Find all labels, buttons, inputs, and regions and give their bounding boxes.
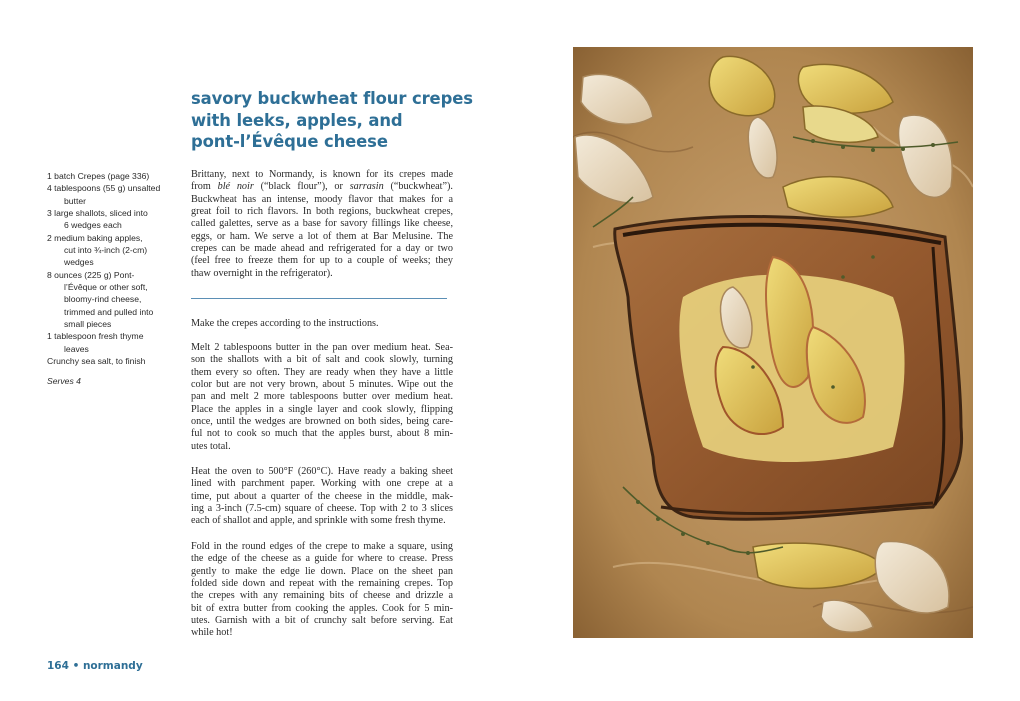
text-line: called galettes, serve as a base for savory fillings like cheese, [191, 218, 453, 230]
serves-note: Serves 4 [47, 376, 81, 386]
ingredient-line: 3 large shallots, sliced into [47, 208, 148, 219]
step-2-paragraph [191, 342, 453, 453]
text-line: Buckwheat has an intense, moody flavor that makes for a [191, 193, 453, 205]
text-line: ful not to cook so much that the apples burst, about 8 min- [191, 428, 453, 440]
text-line: Brittany, next to Normandy, is known for its crepes made [191, 169, 453, 180]
text-line: Place the apples in a single layer and cook slowly, flipping [191, 403, 453, 415]
recipe-title [191, 88, 473, 153]
text-line: from blé noir (“black flour”), or sarrasin (“buckwheat”). [191, 181, 453, 193]
text-line: once, until the wedges are browned on both sides, being care- [191, 416, 453, 428]
title-line: pont-l’Évêque cheese [191, 132, 388, 151]
text-line: time, put about a quarter of the cheese in the middle, mak- [191, 490, 453, 502]
text-line: (feel free to freeze them for up to a couple of weeks; they [191, 255, 453, 267]
text-line: them every so often. They are ready when they have a little [191, 366, 453, 378]
text-line: bit of extra butter from cooking the apples. Cook for 5 min- [191, 602, 453, 614]
ingredient-line: trimmed and pulled into [64, 306, 154, 317]
text-line: the edge of the cheese as a guide for where to crease. Press [191, 553, 453, 565]
text-line: eggs, or ham. We serve a lot of them at Bar Melusine. The [191, 230, 453, 242]
step-3-paragraph [191, 466, 453, 528]
ingredient-line: Crunchy sea salt, to finish [47, 356, 146, 367]
text-line: Fold in the round edges of the crepe to make a square, using [191, 541, 453, 552]
text-line: gently to make the edge lie down. Place on the sheet pan [191, 565, 453, 577]
text-line: thaw overnight in the refrigerator). [191, 267, 333, 279]
ingredient-list [47, 170, 172, 368]
text-line: pan and melt 2 more tablespoons butter over medium heat. [191, 391, 453, 403]
step-1-paragraph [191, 318, 453, 330]
intro-paragraph [191, 169, 453, 280]
text-line: great foil to rich flavors. In both regions, buckwheat crepes, [191, 206, 453, 218]
ingredient-line: leaves [64, 343, 89, 354]
text-line: Heat the oven to 500°F (260°C). Have ready a baking sheet [191, 466, 453, 477]
text-line: ing a 3-inch (7.5-cm) square of cheese. Top with 2 to 3 slices [191, 503, 453, 515]
text-line: crepes can be made ahead and refrigerated for a day or two [191, 243, 453, 255]
ingredient-line: 2 medium baking apples, [47, 232, 143, 243]
text-line: Make the crepes according to the instructions. [191, 318, 379, 329]
ingredient-line: 4 tablespoons (55 g) unsalted [47, 183, 161, 194]
ingredient-line: cut into ¾-inch (2-cm) [64, 245, 148, 256]
title-line: with leeks, apples, and [191, 110, 403, 130]
ingredient-line: 6 wedges each [64, 220, 122, 231]
ingredient-line: l’Évêque or other soft, [64, 282, 148, 293]
ingredient-line: butter [64, 195, 86, 206]
ingredient-line: 1 batch Crepes (page 336) [47, 171, 150, 181]
text-line: folded side down and repeat with the remaining crepes. Top [191, 578, 453, 590]
step-4-paragraph [191, 541, 453, 640]
text-line: son the shallots with a bit of salt and cook slowly, turning [191, 354, 453, 366]
text-line: while hot! [191, 627, 233, 639]
section-divider [191, 298, 447, 299]
page-footer: 164 • normandy [47, 660, 143, 672]
ingredient-line: 1 tablespoon fresh thyme [47, 331, 144, 342]
text-line: the crepes with any remaining bits of cheese and drizzle a [191, 590, 453, 602]
crepe-photo-illustration [573, 47, 973, 638]
text-line: utes. Garnish with a bit of crunchy salt before serving. Eat [191, 615, 453, 627]
ingredient-line: wedges [64, 257, 94, 268]
text-line: each of shallot and apple, and sprinkle with some fresh thyme. [191, 515, 446, 527]
ingredient-line: bloomy-rind cheese, [64, 294, 142, 305]
text-line: utes total. [191, 440, 231, 452]
title-line: savory buckwheat flour crepes [191, 89, 473, 108]
text-line: Melt 2 tablespoons butter in the pan over medium heat. Sea- [191, 342, 453, 353]
text-line: lined with parchment paper. Working with one crepe at a [191, 478, 453, 490]
recipe-photo [573, 47, 973, 638]
text-line: color but are not very brown, about 5 minutes. Wipe out the [191, 379, 453, 391]
ingredient-line: small pieces [64, 319, 112, 330]
ingredient-line: 8 ounces (225 g) Pont- [47, 269, 135, 280]
